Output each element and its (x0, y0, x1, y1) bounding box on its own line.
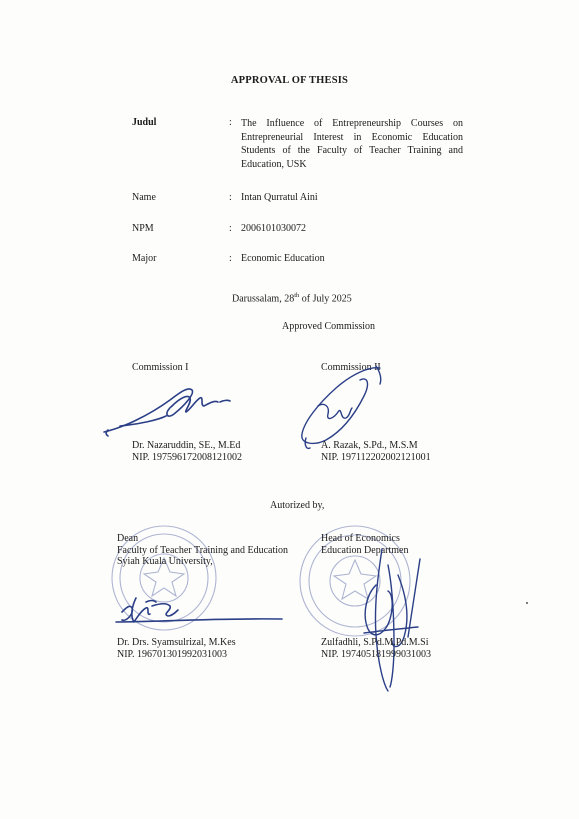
head-line-2: Education Departmen (321, 544, 409, 556)
authorized-heading: Autorized by, (270, 500, 325, 511)
dean-name: Dr. Drs. Syamsulrizal, M.Kes (117, 637, 236, 648)
document-title: APPROVAL OF THESIS (230, 75, 349, 86)
head-name: Zulfadhli, S.Pd.M.Pd.M.Si (321, 637, 429, 648)
head-line-1: Head of Economics (321, 533, 400, 544)
judul-label: Judul (132, 117, 157, 128)
commission-2-block (321, 440, 431, 463)
judul-colon: : (229, 117, 232, 128)
npm-label: NPM (132, 223, 154, 234)
major-colon: : (229, 253, 232, 264)
commission-2-heading: Commission II (321, 362, 381, 373)
head-nip: NIP. 197405181999031003 (321, 648, 432, 660)
dean-line-3: Syiah Kuala University, (117, 556, 213, 567)
commission-1-signature (100, 380, 250, 442)
major-label: Major (132, 253, 157, 264)
commission-2-name: A. Razak, S.Pd., M.S.M (321, 440, 418, 451)
dean-nip: NIP. 196701301992031003 (117, 648, 228, 660)
dean-signature (112, 592, 287, 632)
judul-value: The Influence of Entrepreneurship Courses on Entrepreneurial Interest in Economic Education Students of the Faculty of Teacher Training and Education, USK (241, 118, 463, 170)
commission-1-block (132, 440, 242, 463)
npm-value: 2006101030072 (241, 223, 306, 234)
date-suffix: of July 2025 (299, 293, 352, 305)
dean-title-block (117, 533, 288, 568)
npm-colon: : (229, 223, 232, 234)
commission-1-nip: NIP. 197596172008121002 (132, 451, 243, 463)
scan-speck (526, 602, 528, 604)
approved-commission-heading: Approved Commission (282, 321, 376, 332)
dean-line-1: Dean (117, 533, 139, 544)
name-value: Intan Qurratul Aini (241, 192, 318, 203)
date-ordinal: th (294, 292, 300, 299)
name-label: Name (132, 192, 156, 203)
signing-date (232, 292, 352, 304)
commission-1-name: Dr. Nazaruddin, SE., M.Ed (132, 440, 241, 451)
commission-1-heading: Commission I (132, 362, 189, 373)
dean-line-2: Faculty of Teacher Training and Education (117, 544, 289, 556)
name-colon: : (229, 192, 232, 203)
date-prefix: Darussalam, 28 (232, 293, 295, 305)
major-value: Economic Education (241, 253, 325, 264)
dean-signatory-block (117, 637, 236, 660)
commission-2-nip: NIP. 197112202002121001 (321, 451, 431, 463)
head-signatory-block (321, 637, 431, 660)
head-signature (358, 545, 430, 695)
